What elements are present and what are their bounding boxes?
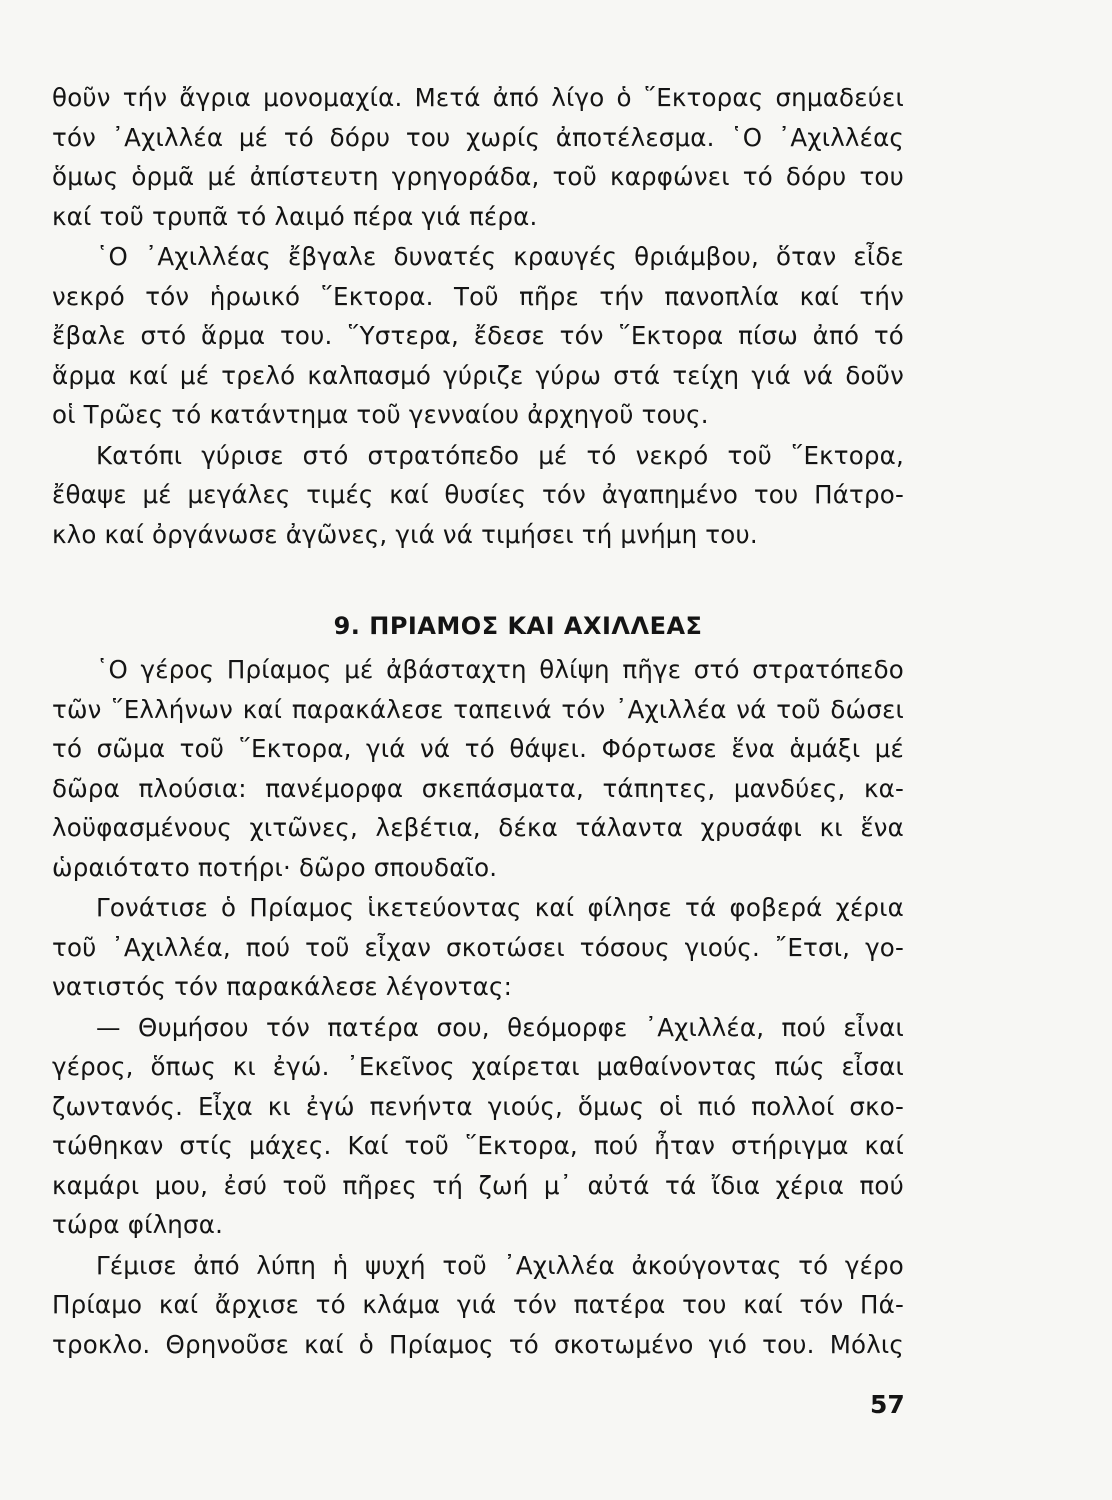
text-line: ἅρμα καί μέ τρελό καλπασμό γύριζε γύρω στά τείχη γιά νά δοῦν [52, 360, 904, 390]
text-line: τώρα φίλησα. [52, 1210, 224, 1239]
text-line: τόν ᾿Αχιλλέα μέ τό δόρυ του χωρίς ἀποτέλεσμα. ῾Ο ᾿Αχιλλέας [52, 122, 904, 152]
text-line: ὡραιότατο ποτήρι· δῶρο σπουδαῖο. [52, 852, 498, 882]
text-line: Πρίαμο καί ἄρχισε τό κλάμα γιά τόν πατέρα του καί τόν Πά- [52, 1290, 904, 1319]
text-line: Κατόπι γύρισε στό στρατόπεδο μέ τό νεκρό τοῦ ῞Εκτορα, [96, 440, 904, 470]
text-line: οἱ Τρῶες τό κατάντημα τοῦ γενναίου ἀρχηγοῦ τους. [52, 400, 709, 429]
paragraph [52, 888, 904, 1007]
text-line: νεκρό τόν ἡρωικό ῞Εκτορα. Τοῦ πῆρε τήν πανοπλία καί τήν [52, 281, 904, 311]
text-line: ἔβαλε στό ἅρμα του. ῞Υστερα, ἔδεσε τόν ῞Εκτορα πίσω ἀπό τό [52, 321, 904, 350]
text-line: τό σῶμα τοῦ ῞Εκτορα, γιά νά τό θάψει. Φόρτωσε ἕνα ἁμάξι μέ [52, 734, 904, 763]
text-line: — Θυμήσου τόν πατέρα σου, θεόμορφε ᾿Αχιλλέα, πού εἶναι [96, 1012, 904, 1042]
text-line: δῶρα πλούσια: πανέμορφα σκεπάσματα, τάπητες, μανδύες, κα- [52, 773, 904, 803]
text-line: γέρος, ὅπως κι ἐγώ. ᾿Εκεῖνος χαίρεται μαθαίνοντας πώς εἶσαι [52, 1052, 904, 1081]
text-line: ὅμως ὁρμᾶ μέ ἀπίστευτη γρηγοράδα, τοῦ καρφώνει τό δόρυ του [52, 162, 904, 191]
text-line: θοῦν τήν ἄγρια μονομαχία. Μετά ἀπό λίγο ὁ ῞Εκτορας σημαδεύει [52, 83, 904, 112]
text-line: καμάρι μου, ἐσύ τοῦ πῆρες τή ζωή μ᾿ αὐτά τά ἴδια χέρια πού [52, 1170, 904, 1200]
text-line: καί τοῦ τρυπᾶ τό λαιμό πέρα γιά πέρα. [52, 201, 538, 231]
text-line: λοϋφασμένους χιτῶνες, λεβέτια, δέκα τάλαντα χρυσάφι κι ἕνα [52, 813, 904, 842]
text-line: τῶν ῞Ελλήνων καί παρακάλεσε ταπεινά τόν ᾿Αχιλλέα νά τοῦ δώσει [52, 694, 904, 724]
text-line: Γέμισε ἀπό λύπη ἡ ψυχή τοῦ ᾿Αχιλλέα ἀκούγοντας τό γέρο [96, 1250, 904, 1280]
text-line: ῾Ο γέρος Πρίαμος μέ ἀβάσταχτη θλίψη πῆγε στό στρατόπεδο [96, 655, 904, 684]
text-line: τοῦ ᾿Αχιλλέα, πού τοῦ εἶχαν σκοτώσει τόσους γιούς. ῎Ετσι, γο- [52, 932, 904, 962]
text-line: τροκλο. Θρηνοῦσε καί ὁ Πρίαμος τό σκοτωμένο γιό του. Μόλις [52, 1329, 904, 1359]
paragraph [52, 78, 904, 236]
text-line: τώθηκαν στίς μάχες. Καί τοῦ ῞Εκτορα, πού ἦταν στήριγμα καί [52, 1131, 904, 1160]
paragraph [52, 1246, 904, 1365]
text-line: ἔθαψε μέ μεγάλες τιμές καί θυσίες τόν ἀγαπημένο του Πάτρο- [52, 480, 904, 509]
text-line: Γονάτισε ὁ Πρίαμος ἱκετεύοντας καί φίλησε τά φοβερά χέρια [96, 893, 904, 922]
paragraph [52, 436, 904, 555]
text-line: νατιστός τόν παρακάλεσε λέγοντας: [52, 972, 513, 1001]
text-line: ζωντανός. Εἶχα κι ἐγώ πενήντα γιούς, ὅμως οἱ πιό πολλοί σκο- [52, 1091, 904, 1121]
section-heading: 9. ΠΡΙΑΜΟΣ ΚΑΙ ΑΧΙΛΛΕΑΣ [333, 612, 703, 640]
page-number: 57 [870, 1390, 905, 1419]
text-line: κλο καί ὀργάνωσε ἀγῶνες, γιά νά τιμήσει τή μνήμη του. [52, 519, 758, 549]
paragraph [52, 650, 904, 887]
paragraph [52, 237, 904, 435]
paragraph [52, 1008, 904, 1245]
text-line: ῾Ο ᾿Αχιλλέας ἔβγαλε δυνατές κραυγές θριάμβου, ὅταν εἶδε [96, 242, 904, 271]
text-block-top [52, 78, 904, 554]
text-block-bottom [52, 650, 904, 1364]
